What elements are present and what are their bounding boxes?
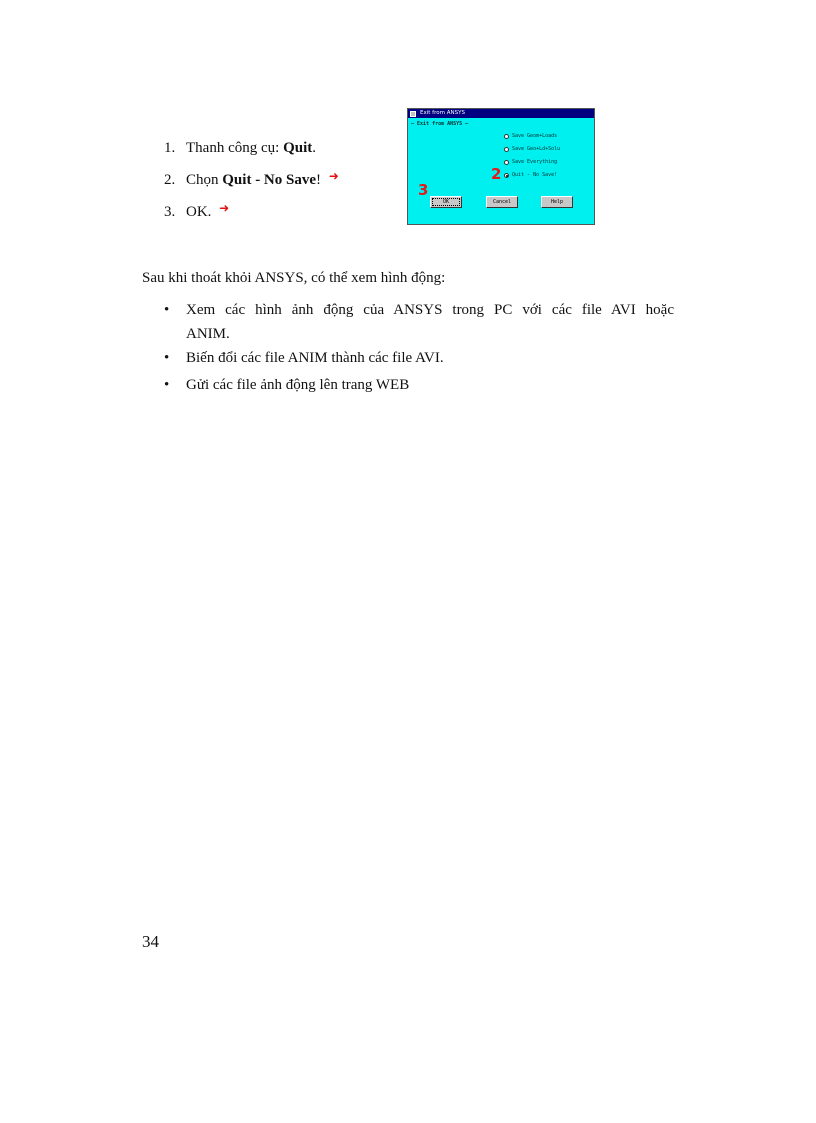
step-list xyxy=(164,139,339,235)
help-button[interactable]: Help xyxy=(541,196,573,208)
dialog-title: Exit from ANSYS xyxy=(420,110,465,116)
step-item xyxy=(164,139,339,171)
bullet-item xyxy=(164,372,674,399)
bullet-item xyxy=(164,345,674,372)
window-menu-icon xyxy=(410,111,416,117)
cancel-button[interactable]: Cancel xyxy=(486,196,518,208)
bullet-text-continuation: ANIM. xyxy=(186,326,230,342)
annotation-marker-3: 3 xyxy=(418,181,429,199)
step-text-suffix: ! xyxy=(316,172,322,188)
step-number: 2. xyxy=(164,172,176,188)
option-save-geo-ld-solu[interactable] xyxy=(504,146,560,152)
bullet-text: Xem các hình ảnh động của ANSYS trong PC với các file AVI hoặc xyxy=(186,302,674,318)
bullet-list xyxy=(164,297,674,399)
step-number: 1. xyxy=(164,140,176,156)
option-quit-no-save[interactable] xyxy=(504,172,557,178)
step-number: 3. xyxy=(164,204,176,220)
option-label: Quit - No Save! xyxy=(512,172,558,178)
intro-paragraph: Sau khi thoát khỏi ANSYS, có thể xem hình động: xyxy=(142,270,446,286)
step-text: Chọn xyxy=(186,172,223,188)
radio-icon xyxy=(504,160,509,165)
dialog-heading: — Exit from ANSYS — xyxy=(411,121,469,127)
step-text: OK. xyxy=(186,204,212,220)
option-save-everything[interactable] xyxy=(504,159,557,165)
step-item xyxy=(164,171,339,203)
step-item xyxy=(164,203,339,235)
red-arrow-icon: ➜ xyxy=(328,169,339,183)
bullet-text: Biến đổi các file ANIM thành các file AVI. xyxy=(186,350,444,366)
step-bold-text: Quit xyxy=(283,140,313,156)
radio-icon xyxy=(504,134,509,139)
red-arrow-icon: ➜ xyxy=(219,201,230,215)
dialog-titlebar xyxy=(408,109,594,118)
exit-ansys-dialog-screenshot xyxy=(407,108,595,225)
step-bold-text: Quit - No Save xyxy=(222,172,317,188)
annotation-marker-2: 2 xyxy=(491,165,502,183)
step-text: Thanh công cụ: xyxy=(186,140,284,156)
option-label: Save Geo+Ld+Solu xyxy=(512,146,561,152)
bullet-item xyxy=(164,297,674,345)
option-label: Save Geom+Loads xyxy=(512,133,558,139)
option-save-geom-loads[interactable] xyxy=(504,133,557,139)
bullet-text: Gửi các file ảnh động lên trang WEB xyxy=(186,377,410,393)
radio-selected-icon xyxy=(504,173,509,178)
page-number: 34 xyxy=(142,932,159,951)
radio-icon xyxy=(504,147,509,152)
step-text-suffix: . xyxy=(312,140,316,156)
ok-button[interactable]: OK xyxy=(430,196,462,208)
option-label: Save Everything xyxy=(512,159,558,165)
